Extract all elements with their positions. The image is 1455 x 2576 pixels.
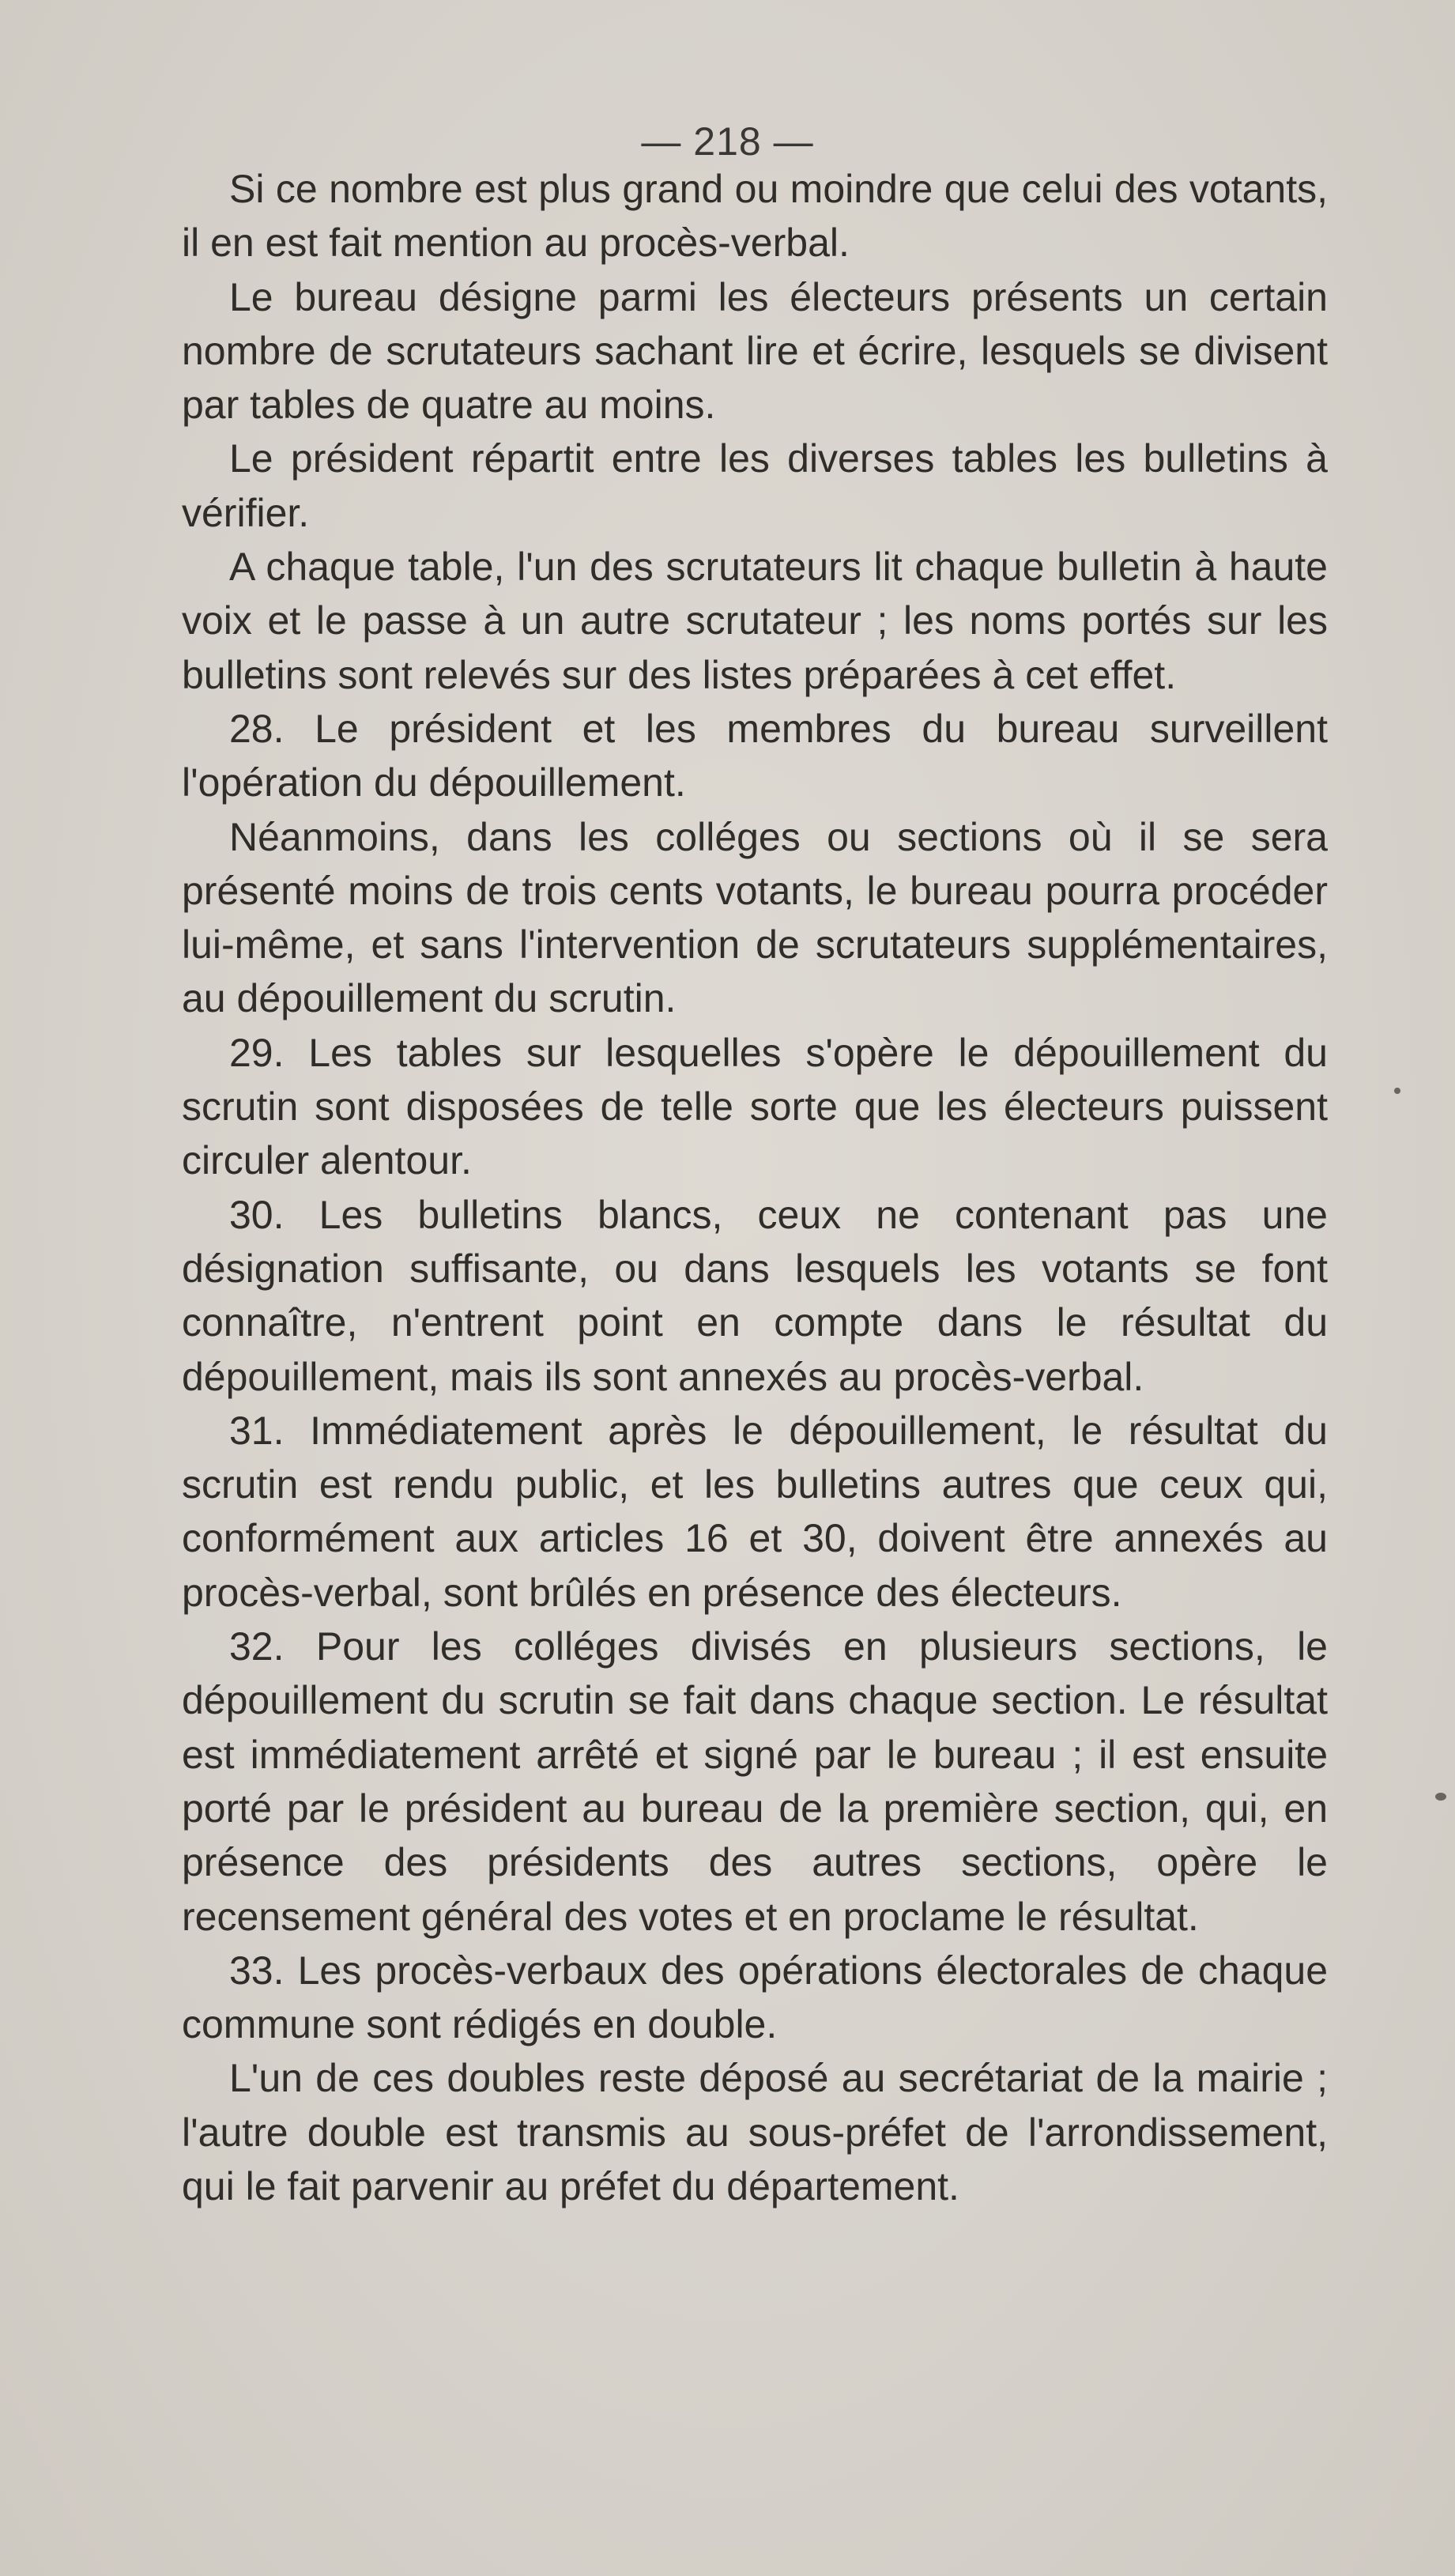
paragraph: Si ce nombre est plus grand ou moindre que celui des votants, il en est fait mention au procès-verbal. <box>182 167 1328 266</box>
scan-speck <box>1435 1793 1446 1801</box>
article-33: 33. Les procès-verbaux des opérations électorales de chaque commune sont rédigés en double. <box>182 1948 1328 2047</box>
paragraph: A chaque table, l'un des scrutateurs lit chaque bulletin à haute voix et le passe à un autre scrutateur ; les noms portés sur les bulletins sont relevés sur des listes préparées à cet effet. <box>182 545 1328 697</box>
paragraph: Le président répartit entre les diverses tables les bulletins à vérifier. <box>182 436 1328 535</box>
paragraph: Néanmoins, dans les colléges ou sections où il se sera présenté moins de trois cents votants, le bureau pourra procéder lui-même, et sans l'intervention de scrutateurs supplémentaires, au dépouillement du scrutin. <box>182 814 1328 1021</box>
paragraph: Le bureau désigne parmi les électeurs présents un certain nombre de scrutateurs sachant lire et écrire, lesquels se divisent par tables de quatre au moins. <box>182 274 1328 428</box>
article-29: 29. Les tables sur lesquelles s'opère le dépouillement du scrutin sont disposées de telle sorte que les électeurs puissent circuler alentour. <box>182 1030 1328 1183</box>
article-31: 31. Immédiatement après le dépouillement, le résultat du scrutin est rendu public, et les bulletins autres que ceux qui, conformément aux articles 16 et 30, doivent être annexés au procès-verbal, sont brûlés en présence des électeurs. <box>182 1408 1328 1615</box>
body-text <box>182 162 1328 2213</box>
page-number: — 218 — <box>641 119 814 164</box>
article-30: 30. Les bulletins blancs, ceux ne contenant pas une désignation suffisante, ou dans lesquels les votants se font connaître, n'entrent point en compte dans le résultat du dépouillement, mais ils sont annexés au procès-verbal. <box>182 1192 1328 1399</box>
article-32: 32. Pour les colléges divisés en plusieurs sections, le dépouillement du scrutin se fait dans chaque section. Le résultat est immédiatement arrêté et signé par le bureau ; il est ensuite porté par le président au bureau de la première section, qui, en présence des présidents des autres sections, opère le recensement général des votes et en proclame le résultat. <box>182 1624 1328 1939</box>
paragraph: L'un de ces doubles reste déposé au secrétariat de la mairie ; l'autre double est transmis au sous-préfet de l'arrondissement, qui le fait parvenir au préfet du département. <box>182 2056 1328 2208</box>
article-28: 28. Le président et les membres du bureau surveillent l'opération du dépouillement. <box>182 706 1328 805</box>
scan-speck <box>1394 1088 1400 1094</box>
